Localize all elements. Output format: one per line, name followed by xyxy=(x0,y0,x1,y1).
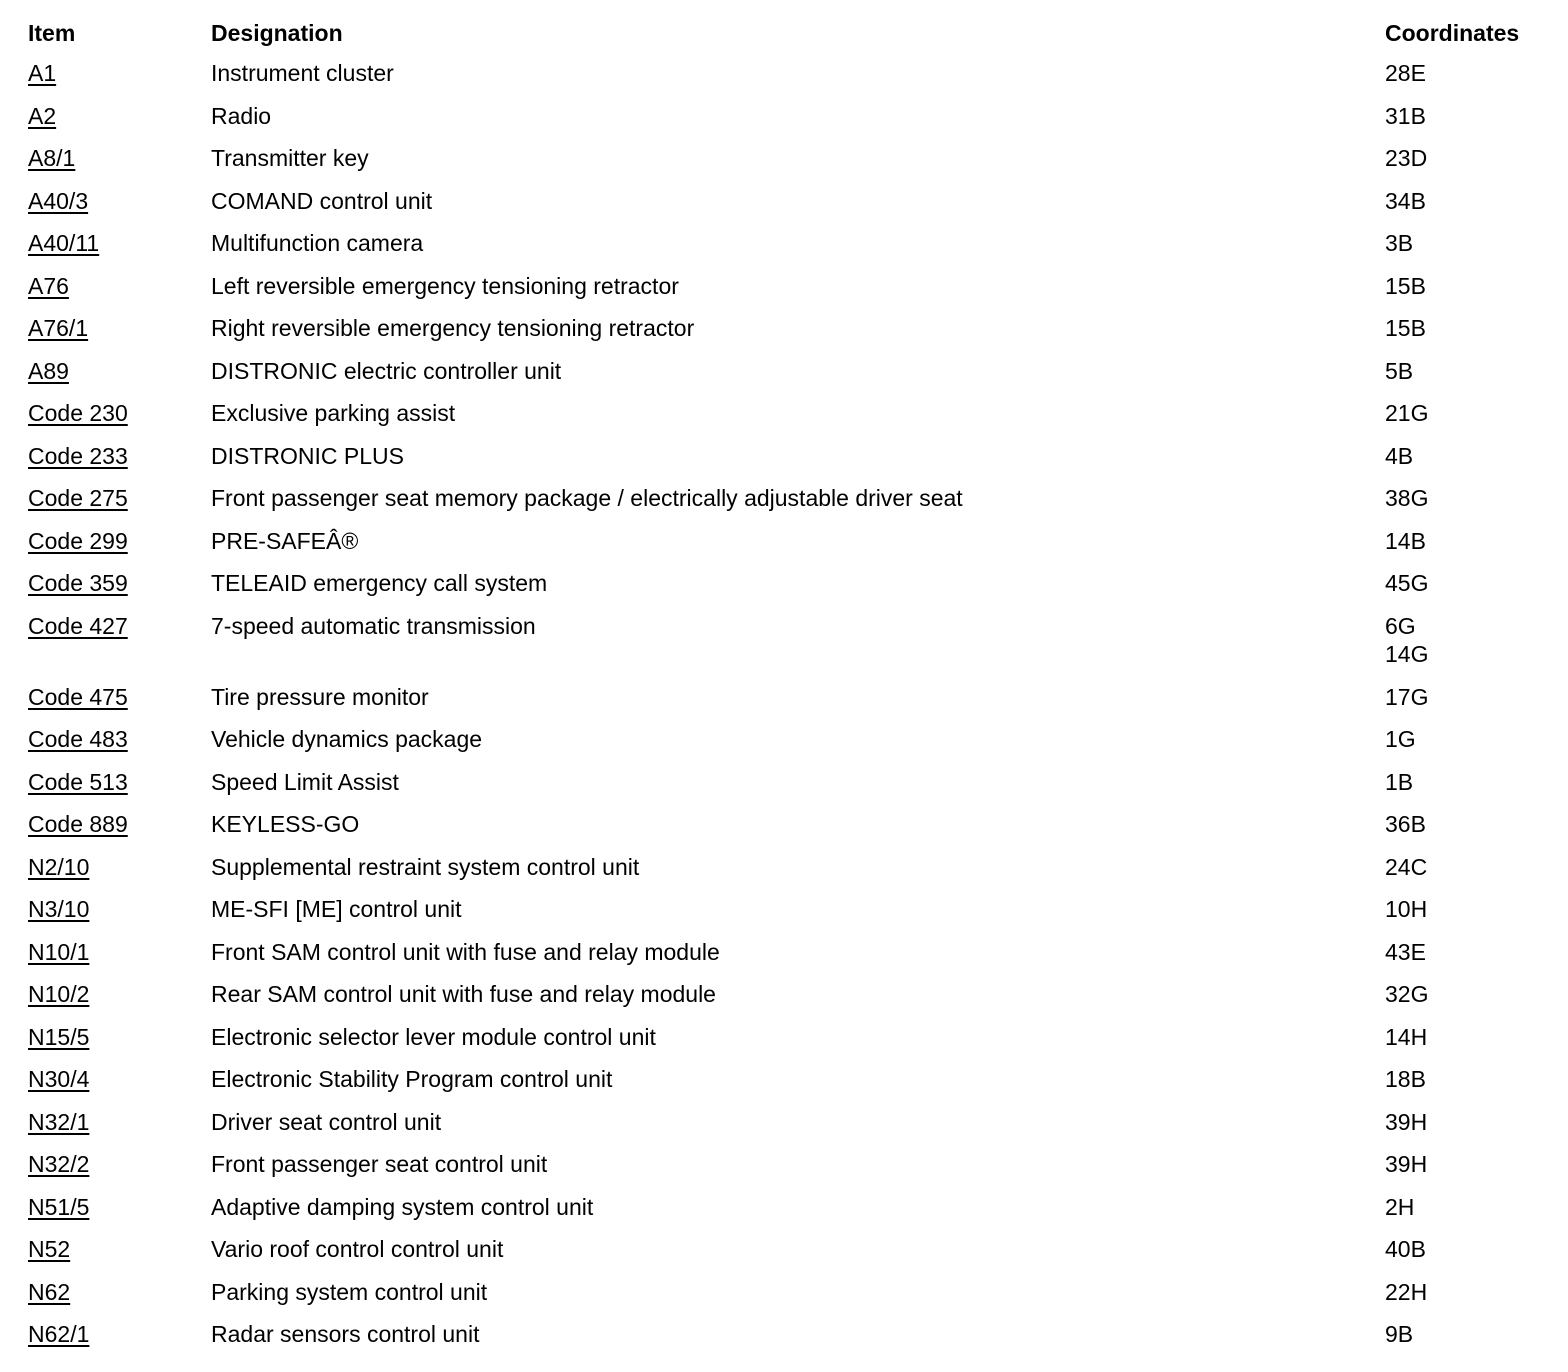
coordinates-cell xyxy=(1385,228,1548,271)
item-cell xyxy=(28,58,211,101)
coordinate-value: 18B xyxy=(1385,1066,1426,1092)
coordinate-value: 24C xyxy=(1385,853,1428,880)
component-legend-table xyxy=(28,16,1548,1362)
table-row xyxy=(28,526,1548,569)
table-row xyxy=(28,767,1548,810)
item-link[interactable]: N52 xyxy=(28,1236,71,1262)
item-cell xyxy=(28,1192,211,1235)
coordinate-value: 9B xyxy=(1385,1321,1414,1347)
coordinate-value: 39H xyxy=(1385,1108,1428,1135)
item-cell xyxy=(28,101,211,144)
table-row xyxy=(28,937,1548,980)
coordinates-cell xyxy=(1385,979,1548,1022)
designation-cell: ME-SFI [ME] control unit xyxy=(211,896,462,922)
item-cell xyxy=(28,1064,211,1107)
coordinate-value: 32G xyxy=(1385,981,1429,1007)
item-cell xyxy=(28,441,211,484)
coordinate-value: 40B xyxy=(1385,1236,1426,1262)
item-cell xyxy=(28,1319,211,1362)
coordinates-cell xyxy=(1385,937,1548,980)
item-link[interactable]: A2 xyxy=(28,102,57,129)
item-cell xyxy=(28,143,211,186)
coordinate-value: 3B xyxy=(1385,230,1414,256)
header-item: Item xyxy=(28,20,76,46)
item-link[interactable]: N2/10 xyxy=(28,853,90,880)
coordinate-value: 38G xyxy=(1385,485,1429,511)
item-cell xyxy=(28,894,211,937)
table-row xyxy=(28,1192,1548,1235)
table-row xyxy=(28,1234,1548,1277)
item-link[interactable]: Code 483 xyxy=(28,726,128,752)
table-row xyxy=(28,483,1548,526)
designation-cell: PRE-SAFEÂ® xyxy=(211,527,359,554)
coordinates-cell xyxy=(1385,186,1548,229)
item-cell xyxy=(28,852,211,895)
coordinate-value: 14G xyxy=(1385,640,1429,667)
item-link[interactable]: N30/4 xyxy=(28,1066,90,1092)
table-row xyxy=(28,852,1548,895)
designation-cell: Electronic selector lever module control unit xyxy=(211,1023,656,1050)
coordinates-cell xyxy=(1385,809,1548,852)
item-cell xyxy=(28,1234,211,1277)
table-row xyxy=(28,398,1548,441)
item-cell xyxy=(28,611,211,682)
designation-cell: Instrument cluster xyxy=(211,60,394,86)
table-row xyxy=(28,143,1548,186)
table-row xyxy=(28,894,1548,937)
item-cell xyxy=(28,398,211,441)
item-link[interactable]: N51/5 xyxy=(28,1193,90,1220)
designation-cell: Rear SAM control unit with fuse and relay module xyxy=(211,981,716,1007)
coordinates-cell xyxy=(1385,1107,1548,1150)
coordinate-value: 10H xyxy=(1385,896,1428,922)
coordinates-cell xyxy=(1385,356,1548,399)
coordinates-cell xyxy=(1385,1064,1548,1107)
item-link[interactable]: Code 233 xyxy=(28,442,128,469)
designation-cell: Tire pressure monitor xyxy=(211,683,429,710)
designation-cell: Vehicle dynamics package xyxy=(211,726,483,752)
table-row xyxy=(28,313,1548,356)
table-row xyxy=(28,1064,1548,1107)
designation-cell: TELEAID emergency call system xyxy=(211,570,548,596)
coordinate-value: 39H xyxy=(1385,1151,1428,1177)
coordinates-cell xyxy=(1385,682,1548,725)
coordinate-value: 17G xyxy=(1385,683,1429,710)
coordinate-value: 28E xyxy=(1385,60,1426,86)
item-link[interactable]: Code 475 xyxy=(28,683,128,710)
coordinates-cell xyxy=(1385,852,1548,895)
designation-cell: DISTRONIC electric controller unit xyxy=(211,357,562,384)
designation-cell: Driver seat control unit xyxy=(211,1108,442,1135)
item-link[interactable]: Code 230 xyxy=(28,400,128,426)
designation-cell: Front SAM control unit with fuse and relay module xyxy=(211,938,720,965)
item-link[interactable]: Code 889 xyxy=(28,811,128,837)
item-cell xyxy=(28,568,211,611)
table-row xyxy=(28,1319,1548,1362)
coordinates-cell xyxy=(1385,767,1548,810)
coordinates-cell xyxy=(1385,568,1548,611)
table-row xyxy=(28,568,1548,611)
item-cell xyxy=(28,682,211,725)
item-link[interactable]: A40/3 xyxy=(28,187,89,214)
item-link[interactable]: Code 427 xyxy=(28,612,128,639)
item-cell xyxy=(28,526,211,569)
item-cell xyxy=(28,1022,211,1065)
designation-cell: Left reversible emergency tensioning retractor xyxy=(211,272,679,299)
coordinates-cell xyxy=(1385,724,1548,767)
coordinates-cell xyxy=(1385,441,1548,484)
designation-cell: Right reversible emergency tensioning retractor xyxy=(211,315,695,341)
item-link[interactable]: N62 xyxy=(28,1278,71,1305)
coordinates-cell xyxy=(1385,271,1548,314)
item-cell xyxy=(28,186,211,229)
designation-cell: Speed Limit Assist xyxy=(211,768,399,795)
table-row xyxy=(28,724,1548,767)
coordinates-cell xyxy=(1385,313,1548,356)
coordinate-value: 23D xyxy=(1385,145,1428,171)
designation-cell: Electronic Stability Program control unit xyxy=(211,1066,613,1092)
coordinate-value: 15B xyxy=(1385,315,1426,341)
coordinate-value: 45G xyxy=(1385,570,1429,596)
table-header xyxy=(28,16,1548,58)
designation-cell: Parking system control unit xyxy=(211,1278,488,1305)
coordinates-cell xyxy=(1385,398,1548,441)
coordinate-value: 5B xyxy=(1385,357,1414,384)
table-row xyxy=(28,58,1548,101)
item-link[interactable]: N3/10 xyxy=(28,896,90,922)
table-row xyxy=(28,1277,1548,1320)
item-cell xyxy=(28,979,211,1022)
item-cell xyxy=(28,1149,211,1192)
item-link[interactable]: N62/1 xyxy=(28,1321,90,1347)
item-link[interactable]: A76 xyxy=(28,272,69,299)
coordinate-value: 2H xyxy=(1385,1193,1415,1220)
item-link[interactable]: A76/1 xyxy=(28,315,89,341)
item-cell xyxy=(28,356,211,399)
item-link[interactable]: N32/1 xyxy=(28,1108,90,1135)
designation-cell: Front passenger seat memory package / electrically adjustable driver seat xyxy=(211,485,963,511)
coordinates-cell xyxy=(1385,58,1548,101)
coordinate-value: 1G xyxy=(1385,726,1416,752)
table-row xyxy=(28,979,1548,1022)
item-link[interactable]: N10/2 xyxy=(28,981,90,1007)
header-coordinates: Coordinates xyxy=(1385,20,1520,46)
item-link[interactable]: Code 359 xyxy=(28,570,128,596)
item-cell xyxy=(28,483,211,526)
item-cell xyxy=(28,1107,211,1150)
table-row xyxy=(28,1149,1548,1192)
table-row xyxy=(28,1022,1548,1065)
coordinate-value: 34B xyxy=(1385,187,1426,214)
designation-cell: Multifunction camera xyxy=(211,230,424,256)
coordinate-value: 6G xyxy=(1385,612,1416,639)
coordinates-cell xyxy=(1385,1277,1548,1320)
table-row xyxy=(28,611,1548,682)
table-body xyxy=(28,58,1548,1362)
table-row xyxy=(28,441,1548,484)
designation-cell: Exclusive parking assist xyxy=(211,400,456,426)
item-link[interactable]: N15/5 xyxy=(28,1023,90,1050)
coordinate-value: 15B xyxy=(1385,272,1426,299)
coordinates-cell xyxy=(1385,101,1548,144)
table-row xyxy=(28,682,1548,725)
item-link[interactable]: A1 xyxy=(28,60,57,86)
coordinates-cell xyxy=(1385,143,1548,186)
coordinate-value: 14H xyxy=(1385,1023,1428,1050)
item-cell xyxy=(28,1277,211,1320)
coordinates-cell xyxy=(1385,483,1548,526)
coordinates-cell xyxy=(1385,1149,1548,1192)
coordinate-value: 31B xyxy=(1385,102,1426,129)
item-link[interactable]: Code 513 xyxy=(28,768,128,795)
item-cell xyxy=(28,937,211,980)
item-link[interactable]: Code 299 xyxy=(28,527,128,554)
coordinate-value: 21G xyxy=(1385,400,1429,426)
item-link[interactable]: N32/2 xyxy=(28,1151,90,1177)
designation-cell: DISTRONIC PLUS xyxy=(211,442,404,469)
item-cell xyxy=(28,313,211,356)
item-cell xyxy=(28,271,211,314)
coordinate-value: 22H xyxy=(1385,1278,1428,1305)
item-cell xyxy=(28,767,211,810)
table-row xyxy=(28,356,1548,399)
header-designation: Designation xyxy=(211,20,343,46)
item-link[interactable]: A89 xyxy=(28,357,69,384)
table-row xyxy=(28,271,1548,314)
designation-cell: Supplemental restraint system control unit xyxy=(211,853,640,880)
table-row xyxy=(28,1107,1548,1150)
item-cell xyxy=(28,228,211,271)
designation-cell: Radar sensors control unit xyxy=(211,1321,480,1347)
coordinate-value: 14B xyxy=(1385,527,1426,554)
item-cell xyxy=(28,724,211,767)
coordinate-value: 43E xyxy=(1385,938,1426,965)
coordinates-cell xyxy=(1385,526,1548,569)
designation-cell: Adaptive damping system control unit xyxy=(211,1193,594,1220)
item-link[interactable]: A8/1 xyxy=(28,145,76,171)
coordinates-cell xyxy=(1385,1319,1548,1362)
table-row xyxy=(28,101,1548,144)
item-cell xyxy=(28,809,211,852)
coordinates-cell xyxy=(1385,894,1548,937)
designation-cell: 7-speed automatic transmission xyxy=(211,612,536,639)
coordinates-cell xyxy=(1385,1022,1548,1065)
designation-cell: COMAND control unit xyxy=(211,187,433,214)
item-link[interactable]: A40/11 xyxy=(28,230,100,256)
designation-cell: Vario roof control control unit xyxy=(211,1236,504,1262)
item-link[interactable]: N10/1 xyxy=(28,938,90,965)
coordinate-value: 4B xyxy=(1385,442,1414,469)
designation-cell: Front passenger seat control unit xyxy=(211,1151,548,1177)
coordinates-cell xyxy=(1385,1192,1548,1235)
designation-cell: Radio xyxy=(211,102,272,129)
table-row xyxy=(28,228,1548,271)
coordinates-cell xyxy=(1385,611,1548,682)
designation-cell: KEYLESS-GO xyxy=(211,811,360,837)
coordinates-cell xyxy=(1385,1234,1548,1277)
designation-cell: Transmitter key xyxy=(211,145,369,171)
table-row xyxy=(28,186,1548,229)
item-link[interactable]: Code 275 xyxy=(28,485,128,511)
coordinate-value: 1B xyxy=(1385,768,1414,795)
table-row xyxy=(28,809,1548,852)
coordinate-value: 36B xyxy=(1385,811,1426,837)
